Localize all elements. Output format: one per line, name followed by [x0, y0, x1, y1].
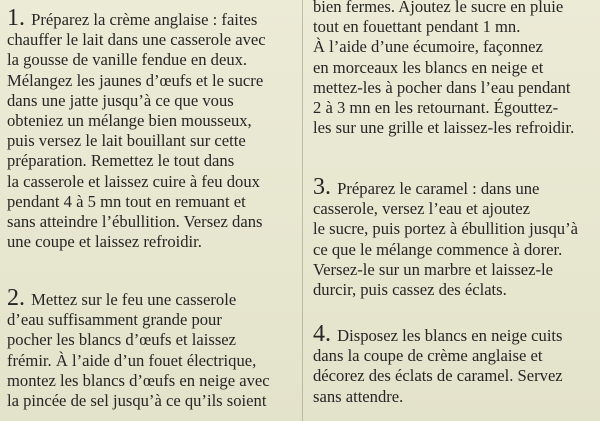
- step-line: frémir. À l’aide d’un fouet électrique,: [7, 350, 257, 370]
- step-line: pendant 4 à 5 mn tout en remuant et: [7, 191, 246, 211]
- step-line: mettez-les à pocher dans l’eau pendant: [313, 77, 571, 97]
- step-1: [7, 5, 266, 252]
- step-line: 2. Mettez sur le feu une casserole: [7, 285, 237, 311]
- step-line: montez les blancs d’œufs en neige avec: [7, 370, 270, 390]
- step-line: une coupe et laissez refroidir.: [7, 232, 202, 252]
- step-line: Versez-le sur un marbre et laissez-le: [313, 259, 554, 279]
- step-line: la casserole et laissez cuire à feu doux: [7, 171, 260, 191]
- step-line: décorez des éclats de caramel. Servez: [313, 366, 563, 386]
- step-line: Mélangez les jaunes d’œufs et le sucre: [7, 70, 264, 90]
- step-line: obteniez un mélange bien mousseux,: [7, 111, 252, 131]
- step-line: chauffer le lait dans une casserole avec: [7, 30, 266, 50]
- step-line: puis versez le lait bouillant sur cette: [7, 131, 246, 151]
- step-line: sans atteindre l’ébullition. Versez dans: [7, 212, 263, 232]
- step-line: À l’aide d’une écumoire, façonnez: [313, 37, 543, 57]
- step-line: préparation. Remettez le tout dans: [7, 151, 235, 171]
- step-line: le sucre, puis portez à ébullition jusqu’à: [313, 219, 578, 239]
- step-line: casserole, versez l’eau et ajoutez: [313, 199, 530, 219]
- step-line: 3. Préparez le caramel : dans une: [313, 174, 540, 200]
- step-line: 1. Préparez la crème anglaise : faites: [7, 5, 258, 31]
- column-divider: [302, 0, 303, 421]
- step-line: bien fermes. Ajoutez le sucre en pluie: [313, 0, 564, 16]
- step-line: les sur une grille et laissez-les refroidir.: [313, 118, 575, 138]
- step-line: dans la coupe de crème anglaise et: [313, 346, 543, 366]
- step-line: la gousse de vanille fendue en deux.: [7, 50, 248, 70]
- step-number: 2.: [7, 285, 25, 311]
- step-line: pocher les blancs d’œufs et laissez: [7, 330, 237, 350]
- step-4: [313, 321, 563, 407]
- step-line: tout en fouettant pendant 1 mn.: [313, 17, 521, 37]
- step-line: d’eau suffisamment grande pour: [7, 310, 222, 330]
- step-number: 4.: [313, 321, 331, 347]
- step-line: dans une jatte jusqu’à ce que vous: [7, 90, 234, 110]
- step-2-continued: [313, 0, 574, 138]
- step-3: [313, 174, 578, 300]
- step-line: la pincée de sel jusqu’à ce qu’ils soient: [7, 391, 267, 411]
- step-line: sans attendre.: [313, 386, 404, 406]
- step-line: 4. Disposez les blancs en neige cuits: [313, 321, 563, 347]
- step-line: durcir, puis cassez des éclats.: [313, 280, 507, 300]
- step-number: 1.: [7, 5, 25, 31]
- step-line: ce que le mélange commence à dorer.: [313, 239, 563, 259]
- step-line: 2 à 3 mn en les retournant. Égouttez-: [313, 98, 559, 118]
- step-2: [7, 285, 270, 411]
- step-number: 3.: [313, 174, 331, 200]
- step-line: en morceaux les blancs en neige et: [313, 57, 544, 77]
